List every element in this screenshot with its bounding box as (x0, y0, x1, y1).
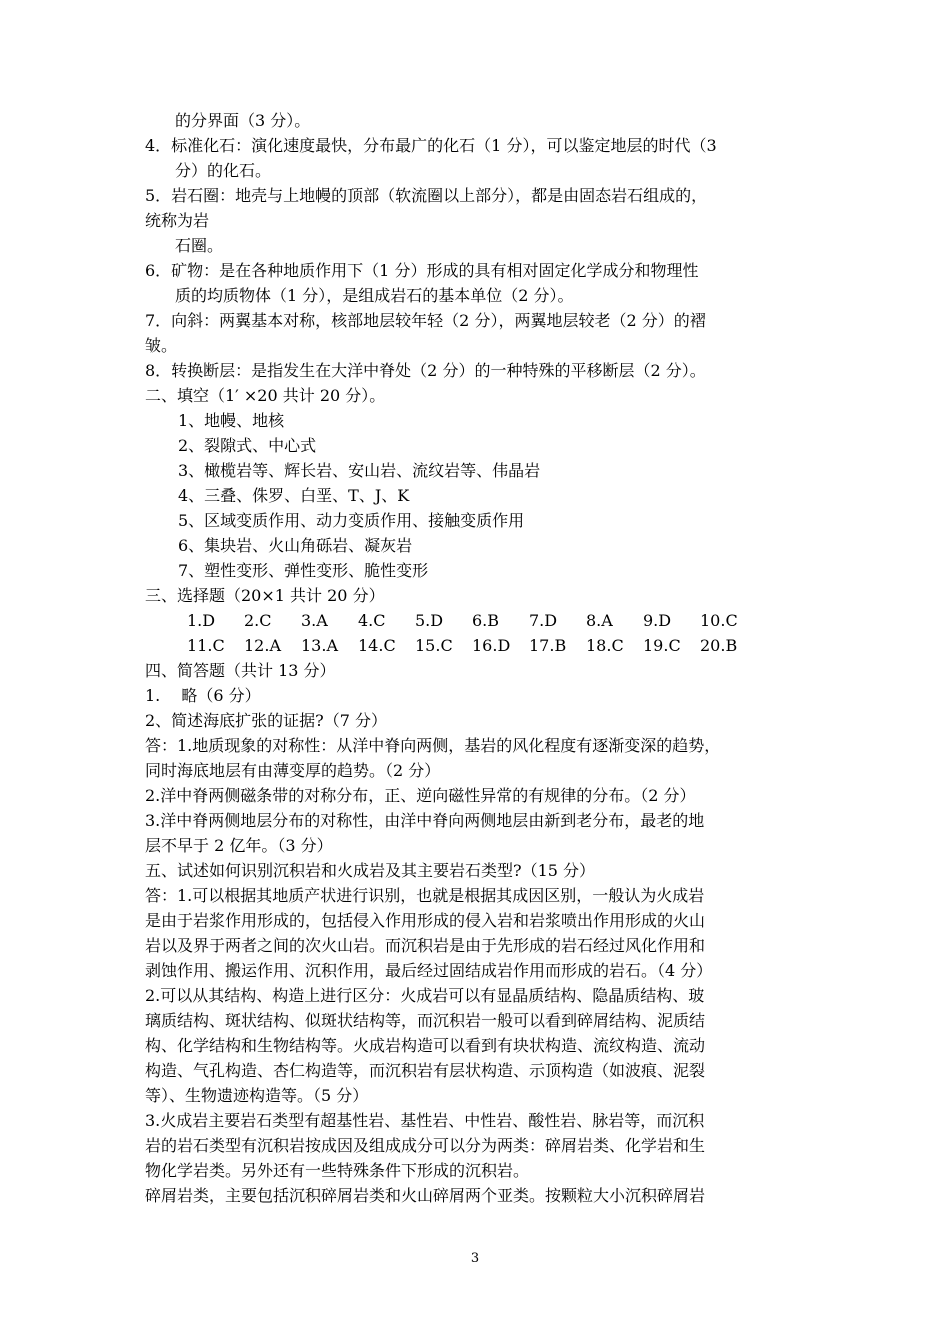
text-line: 4．标准化石：演化速度最快，分布最广的化石（1 分），可以鉴定地层的时代（3 (145, 136, 717, 155)
choice-answer: 11.C (187, 636, 225, 655)
text-line: 2、简述海底扩张的证据?（7 分） (145, 711, 388, 730)
page-number: 3 (470, 1251, 480, 1266)
text-line: 3、橄榄岩等、辉长岩、安山岩、流纹岩等、伟晶岩 (178, 461, 541, 480)
text-line: 的分界面（3 分）。 (175, 111, 311, 130)
choice-answer: 4.C (358, 611, 386, 630)
text-line: 5、区域变质作用、动力变质作用、接触变质作用 (178, 511, 525, 530)
text-line: 2、裂隙式、中心式 (178, 436, 317, 455)
text-line: 2.洋中脊两侧磁条带的对称分布，正、逆向磁性异常的有规律的分布。（2 分） (145, 786, 696, 805)
text-line: 答：1.地质现象的对称性：从洋中脊向两侧，基岩的风化程度有逐渐变深的趋势， (145, 736, 721, 755)
text-line: 是由于岩浆作用形成的，包括侵入作用形成的侵入岩和岩浆喷出作用形成的火山 (145, 911, 706, 930)
text-line: 答：1.可以根据其地质产状进行识别，也就是根据其成因区别，一般认为火成岩 (145, 886, 705, 905)
text-line: 二、填空（1′ ×20 共计 20 分）。 (145, 386, 386, 405)
text-line: 岩的岩石类型有沉积岩按成因及组成成分可以分为两类：碎屑岩类、化学岩和生 (145, 1136, 706, 1155)
choice-answer: 14.C (358, 636, 396, 655)
choice-answer: 1.D (187, 611, 216, 630)
choice-answer: 2.C (244, 611, 272, 630)
text-line: 8．转换断层：是指发生在大洋中脊处（2 分）的一种特殊的平移断层（2 分）。 (145, 361, 706, 380)
text-line: 3.火成岩主要岩石类型有超基性岩、基性岩、中性岩、酸性岩、脉岩等，而沉积 (145, 1111, 705, 1130)
choice-answer: 3.A (301, 611, 328, 630)
text-line: 层不早于 2 亿年。（3 分） (145, 836, 333, 855)
answer-section-2 (145, 658, 810, 1208)
text-line: 统称为岩 (145, 211, 210, 230)
choice-answers-row-1 (145, 608, 810, 633)
text-line: 等）、生物遗迹构造等。（5 分） (145, 1086, 369, 1105)
text-line: 岩以及界于两者之间的次火山岩。而沉积岩是由于先形成的岩石经过风化作用和 (145, 936, 706, 955)
choice-answer: 19.C (643, 636, 681, 655)
text-line: 皱。 (145, 336, 178, 355)
text-line: 构造、气孔构造、杏仁构造等，而沉积岩有层状构造、示顶构造（如波痕、泥裂 (145, 1061, 706, 1080)
text-line: 4、三叠、侏罗、白垩、T、J、K (178, 486, 410, 505)
text-line: 7、塑性变形、弹性变形、脆性变形 (178, 561, 429, 580)
choice-answer: 6.B (472, 611, 500, 630)
choice-answers-row-2 (145, 633, 810, 658)
text-line: 构、化学结构和生物结构等。火成岩构造可以看到有块状构造、流纹构造、流动 (145, 1036, 706, 1055)
text-line: 1. 略（6 分） (145, 686, 261, 705)
text-line: 6．矿物：是在各种地质作用下（1 分）形成的具有相对固定化学成分和物理性 (145, 261, 699, 280)
choice-answer: 20.B (700, 636, 738, 655)
choice-answer: 16.D (472, 636, 511, 655)
text-line: 物化学岩类。另外还有一些特殊条件下形成的沉积岩。 (145, 1161, 530, 1180)
text-line: 同时海底地层有由薄变厚的趋势。（2 分） (145, 761, 441, 780)
text-line: 石圈。 (175, 236, 224, 255)
choice-answer: 18.C (586, 636, 624, 655)
document-body (145, 108, 810, 1208)
choice-answer: 8.A (586, 611, 613, 630)
choice-answer: 15.C (415, 636, 453, 655)
choice-answer: 10.C (700, 611, 738, 630)
choice-answer: 7.D (529, 611, 558, 630)
answer-section-1 (145, 108, 810, 608)
text-line: 三、选择题（20×1 共计 20 分） (145, 586, 385, 605)
text-line: 璃质结构、斑状结构、似斑状结构等，而沉积岩一般可以看到碎屑结构、泥质结 (145, 1011, 706, 1030)
text-line: 质的均质物体（1 分），是组成岩石的基本单位（2 分）。 (175, 286, 574, 305)
text-line: 四、简答题（共计 13 分） (145, 661, 336, 680)
choice-answer: 9.D (643, 611, 672, 630)
text-line: 7．向斜：两翼基本对称，核部地层较年轻（2 分），两翼地层较老（2 分）的褶 (145, 311, 706, 330)
text-line: 3.洋中脊两侧地层分布的对称性，由洋中脊向两侧地层由新到老分布，最老的地 (145, 811, 705, 830)
text-line: 剥蚀作用、搬运作用、沉积作用，最后经过固结成岩作用而形成的岩石。（4 分） (145, 961, 713, 980)
choice-answer: 12.A (244, 636, 281, 655)
text-line: 2.可以从其结构、构造上进行区分：火成岩可以有显晶质结构、隐晶质结构、玻 (145, 986, 705, 1005)
text-line: 碎屑岩类，主要包括沉积碎屑岩类和火山碎屑两个亚类。按颗粒大小沉积碎屑岩 (145, 1186, 706, 1205)
choice-answer: 13.A (301, 636, 338, 655)
text-line: 五、试述如何识别沉积岩和火成岩及其主要岩石类型?（15 分） (145, 861, 596, 880)
choice-answer: 17.B (529, 636, 567, 655)
choice-answer: 5.D (415, 611, 444, 630)
text-line: 5．岩石圈：地壳与上地幔的顶部（软流圈以上部分），都是由固态岩石组成的， (145, 186, 708, 205)
text-line: 1、地幔、地核 (178, 411, 285, 430)
text-line: 6、集块岩、火山角砾岩、凝灰岩 (178, 536, 413, 555)
text-line: 分）的化石。 (175, 161, 272, 180)
